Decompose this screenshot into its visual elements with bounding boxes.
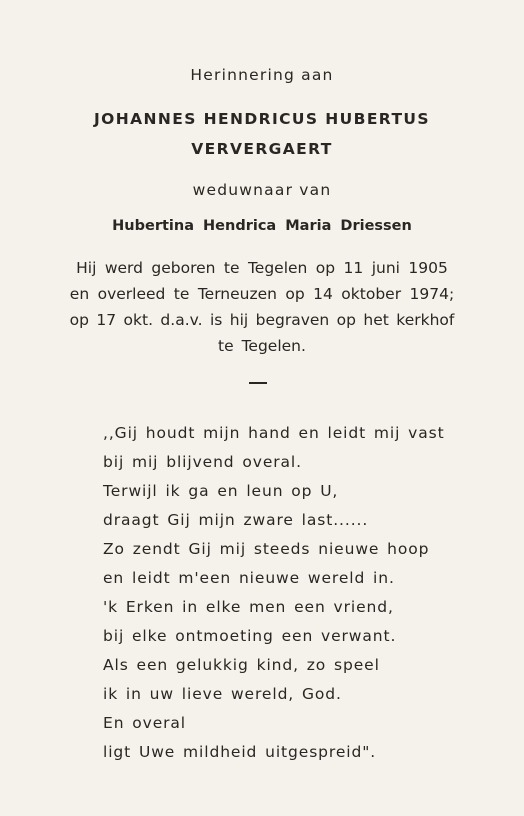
deceased-name-line2: VERVERGAERT (191, 140, 333, 158)
separator-dash (249, 382, 267, 384)
poem-line: En overal (103, 714, 187, 732)
poem-line: bij mij blijvend overal. (103, 453, 302, 471)
poem-line: Als een gelukkig kind, zo speel (103, 656, 380, 674)
bio-line: Hij werd geboren te Tegelen op 11 juni 1905 (76, 259, 448, 277)
poem-line: ik in uw lieve wereld, God. (103, 685, 342, 703)
poem-line: ligt Uwe mildheid uitgespreid". (103, 743, 377, 761)
poem-line: 'k Erken in elke men een vriend, (103, 598, 394, 616)
intro-text: Herinnering aan (190, 66, 334, 84)
spouse-name: Hubertina Hendrica Maria Driessen (112, 218, 412, 234)
poem-line: Terwijl ik ga en leun op U, (103, 482, 339, 500)
bio-line: te Tegelen. (218, 337, 306, 355)
relation-text: weduwnaar van (192, 181, 332, 199)
bio-line: en overleed te Terneuzen op 14 oktober 1974; (69, 285, 455, 303)
poem-line: draagt Gij mijn zware last...... (103, 511, 369, 529)
poem-line: bij elke ontmoeting een verwant. (103, 627, 397, 645)
poem-line: Zo zendt Gij mij steeds nieuwe hoop (103, 540, 430, 558)
poem-line: en leidt m'een nieuwe wereld in. (103, 569, 395, 587)
poem-line: ,,Gij houdt mijn hand en leidt mij vast (103, 424, 445, 442)
deceased-name-line1: JOHANNES HENDRICUS HUBERTUS (94, 110, 430, 128)
bio-line: op 17 okt. d.a.v. is hij begraven op het kerkhof (69, 311, 455, 329)
